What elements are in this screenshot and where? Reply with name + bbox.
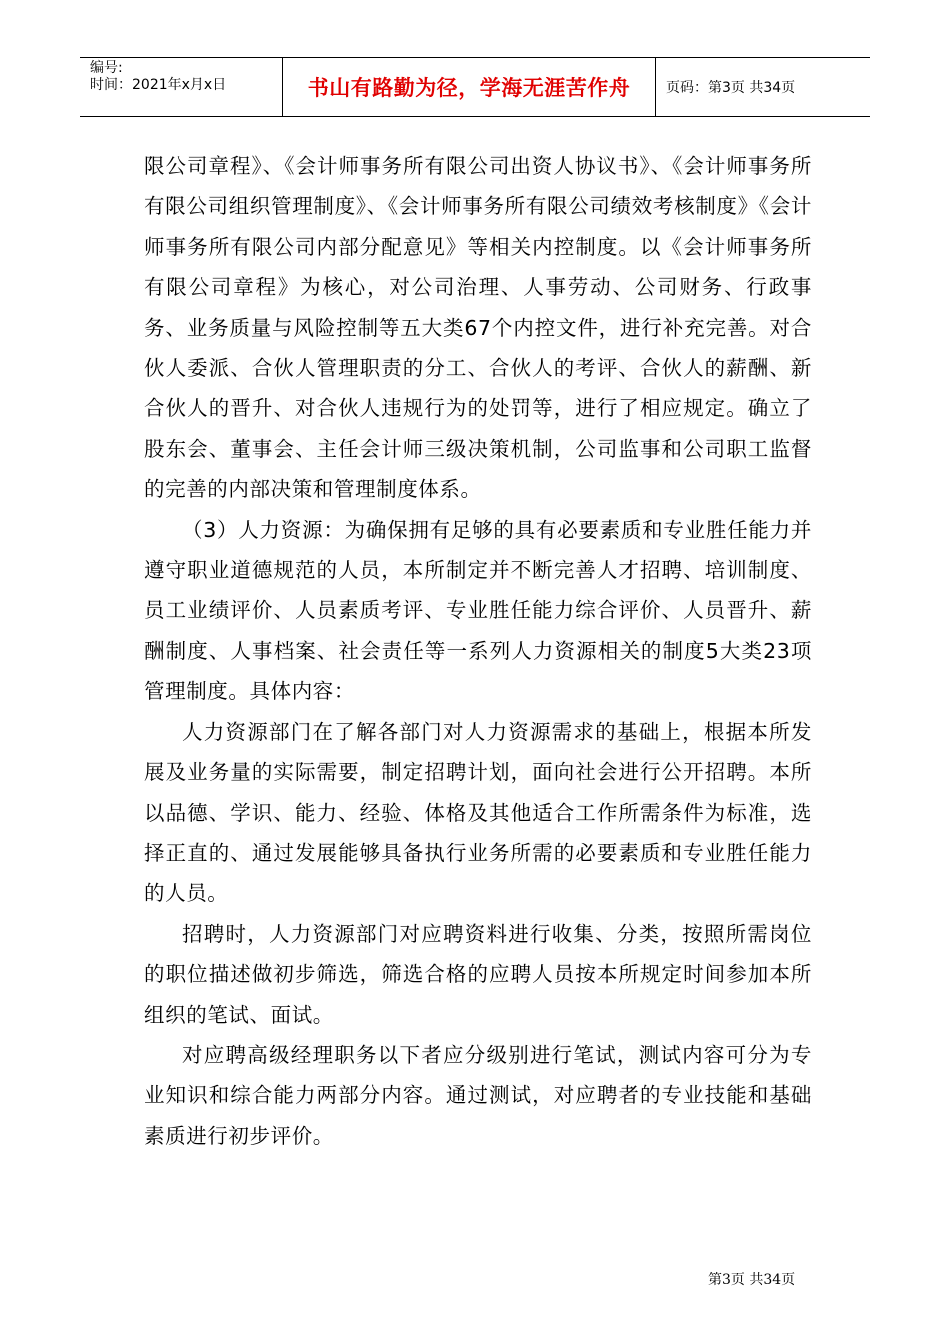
header-meta	[80, 58, 282, 116]
body-paragraph: 对应聘高级经理职务以下者应分级别进行笔试，测试内容可分为专业知识和综合能力两部分内容。通过测试，对应聘者的专业技能和基础素质进行初步评价。	[144, 1042, 812, 1148]
header-page-info: 页码：第3页 共34页	[666, 80, 796, 96]
document-date: 时间：2021年x月x日	[90, 77, 227, 93]
body-paragraph: 招聘时，人力资源部门对应聘资料进行收集、分类，按照所需岗位的职位描述做初步筛选，筛选合格的应聘人员按本所规定时间参加本所组织的笔试、面试。	[144, 921, 812, 1027]
document-body	[144, 146, 812, 1156]
body-paragraph: 人力资源部门在了解各部门对人力资源需求的基础上，根据本所发展及业务量的实际需要，制定招聘计划，面向社会进行公开招聘。本所以品德、学识、能力、经验、体格及其他适合工作所需条件为标准，选择正直的、通过发展能够具备执行业务所需的必要素质和专业胜任能力的人员。	[144, 719, 812, 906]
page-footer: 第3页 共34页	[708, 1272, 796, 1288]
body-paragraph: 限公司章程》、《会计师事务所有限公司出资人协议书》、《会计师事务所有限公司组织管理制度》、《会计师事务所有限公司绩效考核制度》《会计师事务所有限公司内部分配意见》等相关内控制度。以《会计师事务所有限公司章程》为核心，对公司治理、人事劳动、公司财务、行政事务、业务质量与风险控制等五大类67个内控文件，进行补充完善。对合伙人委派、合伙人管理职责的分工、合伙人的考评、合伙人的薪酬、新合伙人的晋升、对合伙人违规行为的处罚等，进行了相应规定。确立了股东会、董事会、主任会计师三级决策机制，公司监事和公司职工监督的完善的内部决策和管理制度体系。	[144, 154, 812, 502]
document-number-label: 编号:	[90, 60, 123, 76]
body-paragraph: （3）人力资源：为确保拥有足够的具有必要素质和专业胜任能力并遵守职业道德规范的人员，本所制定并不断完善人才招聘、培训制度、员工业绩评价、人员素质考评、专业胜任能力综合评价、人员晋升、薪酬制度、人事档案、社会责任等一系列人力资源相关的制度5大类23项管理制度。具体内容：	[144, 517, 812, 704]
page-header	[80, 57, 870, 117]
header-motto: 书山有路勤为径，学海无涯苦作舟	[282, 58, 656, 116]
